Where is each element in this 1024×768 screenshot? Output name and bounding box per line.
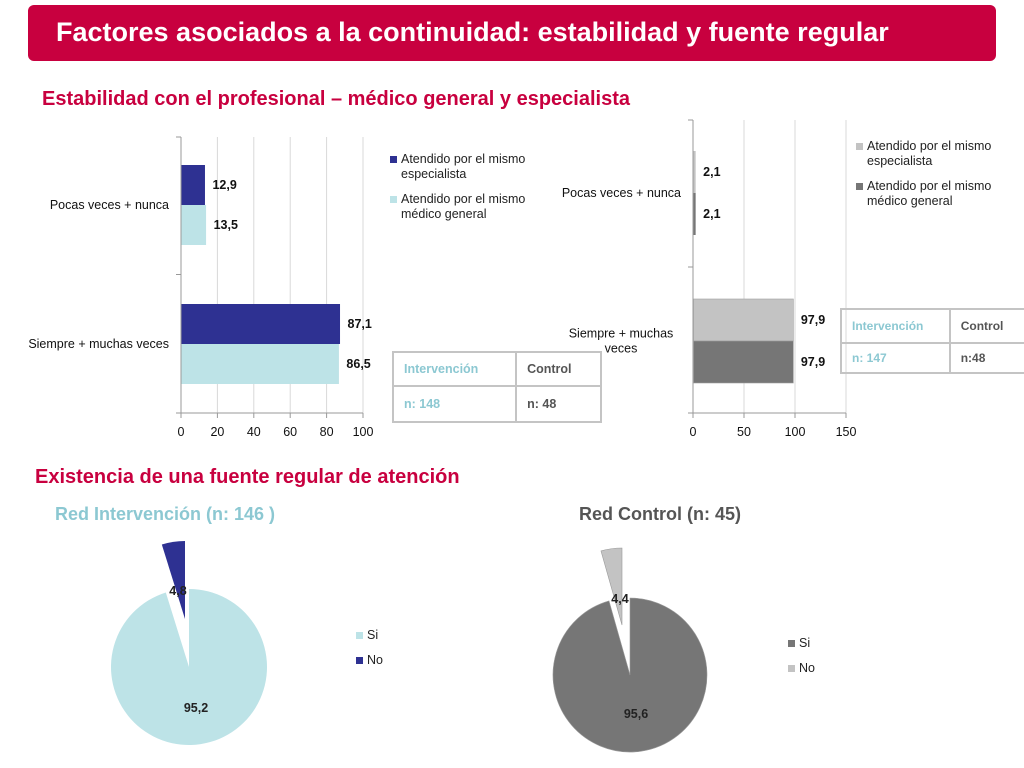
section2-title: Existencia de una fuente regular de atención	[35, 466, 460, 488]
legend-swatch	[356, 632, 363, 639]
bar2-legend	[856, 139, 1016, 219]
legend-label: Atendido por el mismo médico general	[401, 192, 526, 221]
bar	[182, 205, 207, 245]
bar	[694, 193, 696, 235]
x-tick-label: 150	[835, 425, 857, 439]
data-label: 13,5	[213, 218, 238, 232]
legend-item-medico-general	[856, 179, 1016, 209]
bar	[182, 165, 205, 205]
bar	[694, 341, 794, 383]
pie-slice-si	[553, 598, 707, 752]
legend-item-especialista	[856, 139, 1016, 169]
slide-title: Factores asociados a la continuidad: estabilidad y fuente regular	[56, 17, 889, 47]
bar	[182, 344, 339, 384]
data-label: 87,1	[347, 317, 372, 331]
legend-label: No	[367, 653, 383, 667]
x-tick-label: 0	[177, 425, 185, 439]
n-table-value-intervencion: n: 148	[393, 386, 516, 422]
legend-swatch	[788, 665, 795, 672]
pie1-legend	[356, 628, 383, 678]
bar	[694, 151, 696, 193]
x-tick-label: 80	[319, 425, 334, 439]
n-table-value-control: n:48	[950, 343, 1024, 373]
data-label: 2,1	[703, 207, 721, 221]
legend-item-si	[788, 636, 815, 651]
n-table-header-control: Control	[950, 309, 1024, 343]
data-label: 2,1	[703, 165, 721, 179]
bar1-n-table	[392, 351, 602, 423]
pie-data-label: 4,4	[611, 592, 629, 606]
legend-label: Atendido por el mismo especialista	[401, 152, 526, 181]
legend-item-no	[788, 661, 815, 676]
legend-item-si	[356, 628, 383, 643]
category-label: veces	[604, 341, 638, 356]
x-tick-label: 50	[737, 425, 751, 439]
bar2-n-table	[840, 308, 1024, 374]
data-label: 97,9	[800, 355, 826, 369]
legend-label: No	[799, 661, 815, 675]
x-tick-label: 100	[784, 425, 806, 439]
pie-slice-si	[111, 589, 267, 745]
data-label: 97,9	[800, 313, 826, 327]
legend-swatch	[856, 183, 863, 190]
bar1-legend	[390, 152, 550, 232]
bar	[182, 304, 341, 344]
section1-title: Estabilidad con el profesional – médico general y especialista	[42, 88, 630, 110]
category-label: Siempre + muchas	[568, 326, 674, 341]
legend-swatch	[390, 156, 397, 163]
pie-data-label: 95,6	[623, 707, 649, 721]
legend-label: Si	[799, 636, 811, 650]
category-label: Pocas veces + nunca	[49, 198, 169, 212]
x-tick-label: 100	[352, 425, 374, 439]
category-label: Siempre + muchas veces	[28, 337, 169, 351]
legend-swatch	[390, 196, 397, 203]
legend-swatch	[856, 143, 863, 150]
x-tick-label: 40	[246, 425, 261, 439]
legend-label: Atendido por el mismo médico general	[867, 179, 992, 208]
pie2-legend	[788, 636, 815, 686]
data-label: 86,5	[346, 357, 371, 371]
n-table-value-control: n: 48	[516, 386, 601, 422]
n-table-header-intervencion: Intervención	[393, 352, 516, 386]
x-tick-label: 60	[283, 425, 298, 439]
pie-data-label: 95,2	[183, 701, 209, 715]
x-tick-label: 20	[210, 425, 225, 439]
category-label: Pocas veces + nunca	[561, 186, 681, 200]
n-table-header-control: Control	[516, 352, 601, 386]
legend-swatch	[356, 657, 363, 664]
pie1-title: Red Intervención (n: 146 )	[55, 504, 276, 524]
n-table-header-intervencion: Intervención	[841, 309, 950, 343]
x-tick-label: 0	[689, 425, 697, 439]
legend-item-especialista	[390, 152, 550, 182]
legend-label: Atendido por el mismo especialista	[867, 139, 992, 168]
legend-label: Si	[367, 628, 379, 642]
legend-item-medico-general	[390, 192, 550, 222]
legend-swatch	[788, 640, 795, 647]
pie-data-label: 4,8	[169, 584, 187, 598]
pie2-title: Red Control (n: 45)	[579, 504, 741, 524]
data-label: 12,9	[212, 178, 237, 192]
n-table-value-intervencion: n: 147	[841, 343, 950, 373]
bar	[694, 299, 794, 341]
legend-item-no	[356, 653, 383, 668]
